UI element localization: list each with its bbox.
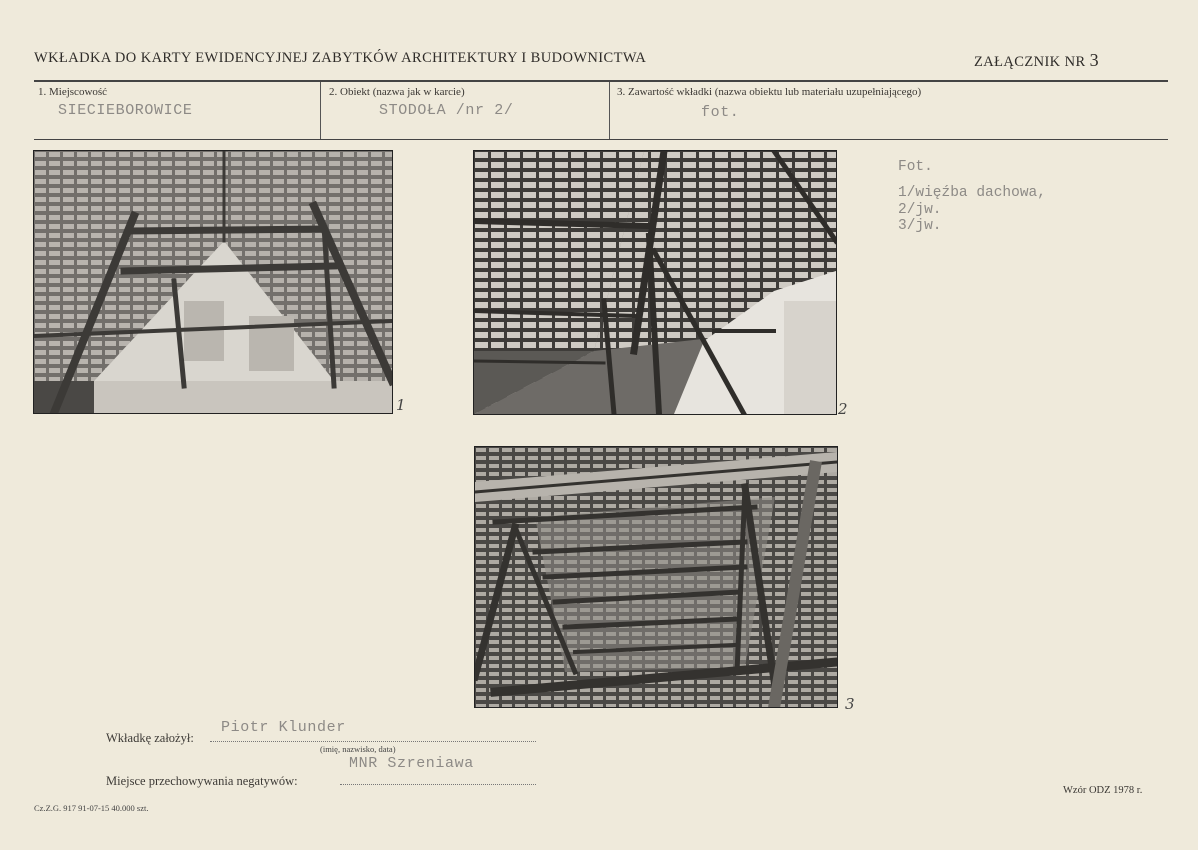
- locality-value: SIECIEBOROWICE: [58, 102, 193, 119]
- attachment-label: [974, 50, 1099, 71]
- made-by-line: [210, 741, 536, 742]
- photo-2-image: [474, 151, 836, 414]
- negatives-value: MNR Szreniawa: [349, 755, 474, 772]
- attachment-label-text: ZAŁĄCZNIK NR: [974, 54, 1086, 70]
- made-by-label: Wkładkę założył:: [106, 731, 194, 745]
- content-value: fot.: [701, 104, 740, 121]
- photo-3-roof-truss: [474, 446, 838, 708]
- header-top-rule: [34, 80, 1168, 82]
- field-divider-1: [320, 82, 321, 139]
- photo-2-roof-truss: [473, 150, 837, 415]
- form-info: Wzór ODZ 1978 r.: [1063, 785, 1143, 796]
- object-value: STODOŁA /nr 2/: [379, 102, 514, 119]
- content-label: 3. Zawartość wkładki (nazwa obiektu lub materiału uzupełniającego): [617, 86, 922, 98]
- form-title: WKŁADKA DO KARTY EWIDENCYJNEJ ZABYTKÓW ARCHITEKTURY I BUDOWNICTWA: [34, 50, 647, 66]
- captions-heading: Fot.: [898, 159, 933, 175]
- attachment-number: 3: [1089, 50, 1099, 70]
- object-label: 2. Obiekt (nazwa jak w karcie): [329, 86, 465, 98]
- field-divider-2: [609, 82, 610, 139]
- print-info: Cz.Z.G. 917 91-07-15 40.000 szt.: [34, 803, 149, 813]
- locality-label: 1. Miejscowość: [38, 86, 108, 98]
- photo-3-image: [475, 447, 837, 707]
- negatives-label: Miejsce przechowywania negatywów:: [106, 774, 298, 788]
- caption-line-2: 2/jw.: [898, 202, 942, 218]
- caption-line-1: 1/więźba dachowa,: [898, 185, 1046, 201]
- photo-1-image: [34, 151, 392, 413]
- photo-1-number: 1: [396, 396, 406, 414]
- photo-2-number: 2: [838, 400, 848, 418]
- photo-1-roof-truss: [33, 150, 393, 414]
- caption-line-3: 3/jw.: [898, 218, 942, 234]
- made-by-value: Piotr Klunder: [221, 719, 346, 736]
- negatives-line: [340, 784, 536, 785]
- made-by-hint: (imię, nazwisko, data): [320, 744, 396, 754]
- photo-3-number: 3: [845, 695, 855, 713]
- header-bottom-rule: [34, 139, 1168, 140]
